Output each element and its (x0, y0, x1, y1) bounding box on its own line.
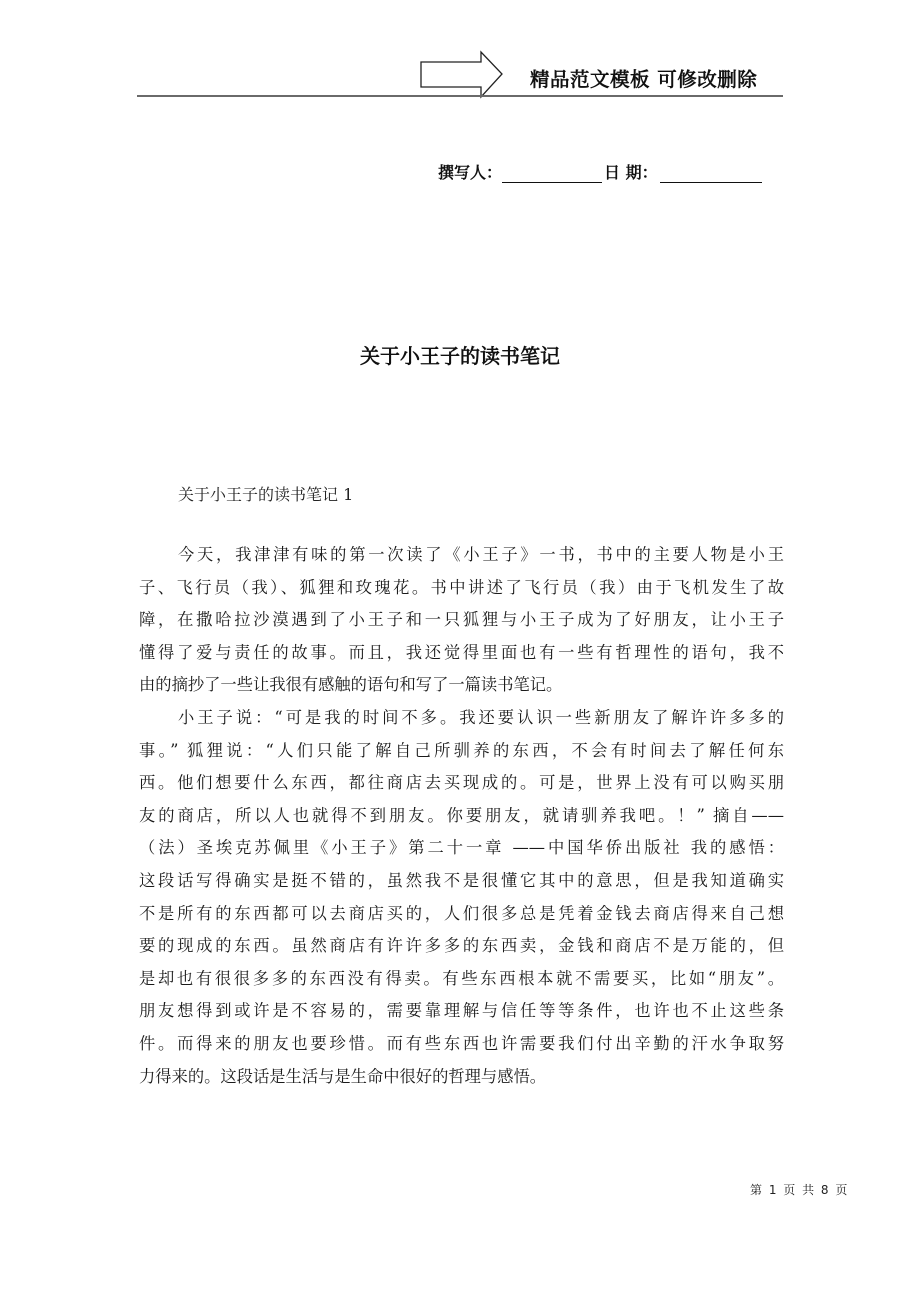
body-line: 友的商店，所以人也就得不到朋友。你要朋友，就请驯养我吧。！” 摘自—— (139, 805, 784, 825)
document-title: 关于小王子的读书笔记 (360, 344, 560, 368)
body-line: 子、飞行员（我）、狐狸和玫瑰花。书中讲述了飞行员（我）由于飞机发生了故 (139, 577, 784, 597)
body-line: 今天，我津津有味的第一次读了《小王子》一书，书中的主要人物是小王 (178, 545, 784, 564)
body-line: 是却也有很很多多的东西没有得卖。有些东西根本就不需要买，比如“朋友”。 (139, 968, 784, 988)
body-line: 这段话写得确实是挺不错的，虽然我不是很懂它其中的意思，但是我知道确实 (139, 870, 784, 890)
author-field[interactable] (502, 164, 602, 183)
page-number-indicator: 第 1 页 共 8 页 (750, 1183, 848, 1197)
body-line: 小王子说：“可是我的时间不多。我还要认识一些新朋友了解许许多多的 (178, 707, 784, 727)
body-line: 力得来的。这段话是生活与是生命中很好的哲理与感悟。 (139, 1066, 547, 1086)
author-label: 撰写人： (438, 163, 503, 182)
body-line: 不是所有的东西都可以去商店买的，人们很多总是凭着金钱去商店得来自己想 (139, 903, 784, 923)
body-line: 朋友想得到或许是不容易的，需要靠理解与信任等等条件，也许也不止这些条 (139, 1001, 784, 1021)
author-date-line (438, 160, 764, 183)
body-line: 障，在撒哈拉沙漠遇到了小王子和一只狐狸与小王子成为了好朋友，让小王子 (139, 610, 784, 630)
body-line: 事。” 狐狸说：“人们只能了解自己所驯养的东西，不会有时间去了解任何东 (139, 740, 784, 760)
right-arrow-icon (419, 50, 505, 100)
body-line: 要的现成的东西。虽然商店有许许多多的东西卖，金钱和商店不是万能的，但 (139, 936, 784, 956)
body-line: （法）圣埃克苏佩里《小王子》第二十一章 ——中国华侨出版社 我的感悟： (139, 838, 784, 858)
body-line: 懂得了爱与责任的故事。而且，我还觉得里面也有一些有哲理性的语句，我不 (139, 642, 784, 662)
header-divider (137, 95, 783, 97)
date-label: 日 期： (604, 163, 658, 182)
date-field[interactable] (660, 164, 762, 183)
header-banner-text: 精品范文模板 可修改删除 (530, 68, 758, 91)
body-line: 件。而得来的朋友也要珍惜。而有些东西也许需要我们付出辛勤的汗水争取努 (139, 1033, 784, 1053)
body-line: 西。他们想要什么东西，都往商店去买现成的。可是，世界上没有可以购买朋 (139, 773, 784, 793)
body-text (139, 539, 784, 1093)
body-line: 由的摘抄了一些让我很有感触的语句和写了一篇读书笔记。 (139, 675, 563, 695)
section-heading: 关于小王子的读书笔记 1 (178, 485, 354, 504)
